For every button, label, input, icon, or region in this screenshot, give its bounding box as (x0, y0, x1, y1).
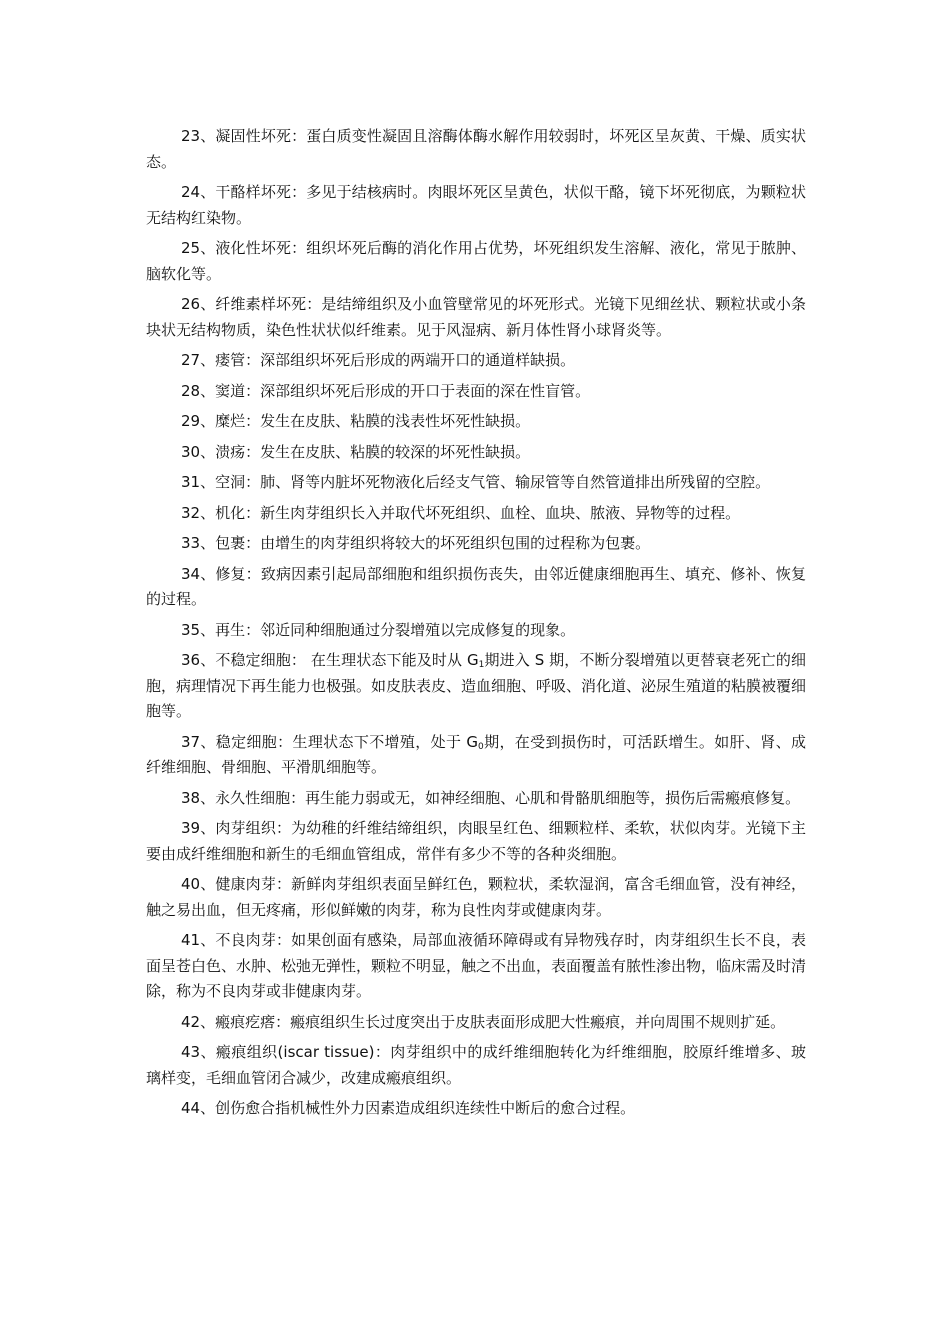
paragraph-35: 35、再生：邻近同种细胞通过分裂增殖以完成修复的现象。 (181, 620, 576, 639)
document-page (146, 124, 806, 1127)
paragraph-31: 31、空洞：肺、肾等内脏坏死物液化后经支气管、输尿管等自然管道排出所残留的空腔。 (181, 473, 771, 491)
subscript-g0: 0 (478, 741, 484, 752)
paragraph-40: 40、健康肉芽：新鲜肉芽组织表面呈鲜红色，颗粒状，柔软湿润，富含毛细血管，没有神经，触之易出血，但无疼痛，形似鲜嫩的肉芽，称为良性肉芽或健康肉芽。 (146, 875, 806, 919)
paragraph-43: 43、瘢痕组织(iscar tissue)：肉芽组织中的成纤维细胞转化为纤维细胞，胶原纤维增多、玻璃样变，毛细血管闭合减少，改建成瘢痕组织。 (146, 1043, 806, 1087)
paragraph-26: 26、纤维素样坏死：是结缔组织及小血管壁常见的坏死形式。光镜下见细丝状、颗粒状或小条块状无结构物质，染色性状状似纤维素。见于风湿病、新月体性肾小球肾炎等。 (146, 295, 806, 339)
subscript-g1: 1 (478, 660, 485, 670)
paragraph-34: 34、修复：致病因素引起局部细胞和组织损伤丧失，由邻近健康细胞再生、填充、修补、恢复的过程。 (146, 564, 806, 608)
paragraph-24: 24、干酪样坏死：多见于结核病时。肉眼坏死区呈黄色，状似干酪，镜下坏死彻底，为颗粒状无结构红染物。 (146, 183, 806, 227)
paragraph-38: 38、永久性细胞：再生能力弱或无，如神经细胞、心肌和骨骼肌细胞等，损伤后需瘢痕修复。 (181, 788, 801, 807)
paragraph-37-text-a: 37、稳定细胞：生理状态下不增殖，处于 G (181, 732, 479, 751)
paragraph-44: 44、创伤愈合指机械性外力因素造成组织连续性中断后的愈合过程。 (181, 1099, 636, 1117)
paragraph-36-text-b: 期进入 S 期，不断分裂增殖以更替衰老死亡的细胞，病理情况下再生能力也极强。如皮肤表皮、造血细胞、呼吸、消化道、泌尿生殖道的粘膜被覆细胞等。 (146, 651, 807, 720)
paragraph-28: 28、窦道：深部组织坏死后形成的开口于表面的深在性盲管。 (181, 381, 591, 400)
paragraph-27: 27、瘘管：深部组织坏死后形成的两端开口的通道样缺损。 (181, 351, 576, 369)
paragraph-29: 29、糜烂：发生在皮肤、粘膜的浅表性坏死性缺损。 (181, 412, 531, 430)
paragraph-30: 30、溃疡：发生在皮肤、粘膜的较深的坏死性缺损。 (181, 442, 531, 461)
paragraph-33: 33、包裹：由增生的肉芽组织将较大的坏死组织包围的过程称为包裹。 (181, 534, 651, 552)
paragraph-41: 41、不良肉芽：如果创面有感染，局部血液循环障碍或有异物残存时，肉芽组织生长不良，表面呈苍白色、水肿、松弛无弹性，颗粒不明显，触之不出血，表面覆盖有脓性渗出物，临床需及时清除，称为不良肉芽或非健康肉芽。 (146, 931, 807, 1000)
paragraph-37 (146, 730, 806, 781)
paragraph-39: 39、肉芽组织：为幼稚的纤维结缔组织，肉眼呈红色、细颗粒样、柔软，状似肉芽。光镜下主要由成纤维细胞和新生的毛细血管组成，常伴有多少不等的各种炎细胞。 (146, 819, 806, 863)
paragraph-42: 42、瘢痕疙瘩：瘢痕组织生长过度突出于皮肤表面形成肥大性瘢痕，并向周围不规则扩延。 (181, 1012, 786, 1031)
paragraph-32: 32、机化：新生肉芽组织长入并取代坏死组织、血栓、血块、脓液、异物等的过程。 (181, 503, 741, 522)
paragraph-37-text-b: 期，在受到损伤时，可活跃增生。如肝、肾、成纤维细胞、骨细胞、平滑肌细胞等。 (146, 732, 806, 776)
paragraph-36-text-a: 36、不稳定细胞： 在生理状态下能及时从 G (181, 651, 479, 669)
paragraph-25: 25、液化性坏死：组织坏死后酶的消化作用占优势，坏死组织发生溶解、液化，常见于脓肿、脑软化等。 (146, 239, 806, 283)
paragraph-23: 23、凝固性坏死：蛋白质变性凝固且溶酶体酶水解作用较弱时，坏死区呈灰黄、干燥、质实状态。 (146, 127, 806, 171)
paragraph-36 (146, 648, 806, 725)
